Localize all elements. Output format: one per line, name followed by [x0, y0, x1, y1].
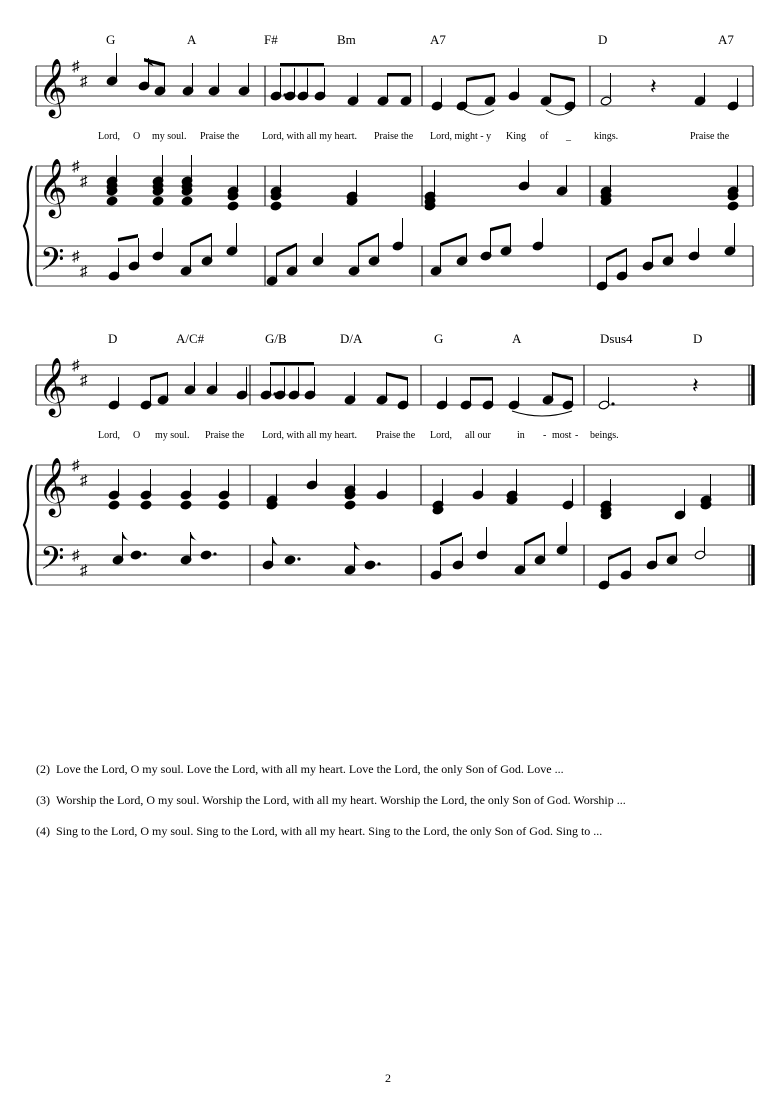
beam — [144, 58, 164, 67]
chord-symbol: A7 — [718, 32, 734, 47]
chord-symbol: D — [693, 331, 703, 346]
lyric-syllable: Praise the — [200, 131, 240, 142]
lyric-syllable: Lord, with all my heart. — [262, 430, 357, 441]
brace — [24, 465, 32, 585]
dot — [213, 552, 216, 555]
key-sharp: ♯ — [80, 264, 88, 280]
verse-3 — [36, 793, 626, 808]
lyric-syllable: - — [543, 430, 547, 441]
chord-symbol: G — [106, 32, 116, 47]
lyric-syllable: beings. — [590, 430, 619, 441]
lyric-syllable: most — [552, 430, 572, 441]
flag — [191, 532, 199, 542]
beam — [150, 372, 167, 381]
chord-symbol: A7 — [430, 32, 446, 47]
chord-symbol: G — [434, 331, 444, 346]
verse-number: (2) — [36, 762, 50, 776]
notehead — [727, 201, 739, 211]
chord-symbol: A — [187, 32, 197, 47]
lyric-syllable: O — [133, 430, 141, 441]
lyric-syllable: King — [506, 131, 526, 142]
slur — [512, 411, 572, 416]
chord-symbol: F# — [264, 32, 278, 47]
beam — [118, 234, 138, 242]
beam — [440, 532, 462, 546]
notehead — [364, 560, 376, 570]
lyric-syllable: O — [133, 131, 141, 142]
page-number: 2 — [385, 1071, 391, 1085]
slur — [546, 110, 572, 115]
beam — [190, 233, 211, 247]
beam — [524, 532, 544, 546]
lyric-syllable: - — [575, 430, 579, 441]
lyric-syllable: Praise the — [205, 430, 245, 441]
beam — [490, 223, 510, 232]
chord-symbol: A — [512, 331, 522, 346]
piano-treble-staff — [36, 166, 753, 206]
flag — [123, 532, 131, 542]
lyric-syllable: my soul. — [152, 131, 187, 142]
beam — [652, 233, 672, 242]
notehead — [200, 550, 212, 560]
verse-text: Love the Lord, O my soul. Love the Lord, with all my heart. Love the Lord, the only Son of God. Love ... — [56, 762, 564, 776]
treble-clef: 𝄞 — [38, 59, 68, 115]
piano-bass-staff — [36, 545, 753, 585]
key-sharp: ♯ — [72, 59, 80, 75]
verse-number: (4) — [36, 824, 50, 838]
key-sharp: ♯ — [72, 458, 80, 474]
lyric-syllable: Praise the — [376, 430, 416, 441]
system-2 — [24, 331, 753, 590]
verse-number: (3) — [36, 793, 50, 807]
key-sharp: ♯ — [72, 548, 80, 564]
key-sharp: ♯ — [80, 74, 88, 90]
beam — [280, 63, 324, 67]
quarter-rest: 𝄽 — [692, 373, 699, 398]
notehead — [270, 201, 282, 211]
lyric-syllable: Lord, might - y — [430, 131, 492, 142]
lyric-syllable: in — [517, 430, 525, 441]
bass-clef: 𝄢 — [40, 542, 65, 584]
notehead — [140, 500, 152, 510]
lyric-syllable: Lord, — [430, 430, 452, 441]
key-sharp: ♯ — [80, 473, 88, 489]
key-sharp: ♯ — [80, 174, 88, 190]
flag — [273, 537, 281, 547]
beam — [358, 233, 378, 247]
chord-symbol: D — [598, 32, 608, 47]
treble-clef: 𝄞 — [38, 458, 68, 514]
notehead — [152, 196, 164, 206]
chord-symbol: D — [108, 331, 118, 346]
key-sharp: ♯ — [72, 358, 80, 374]
chord-symbol: Bm — [337, 32, 356, 47]
slur — [464, 110, 494, 115]
notehead — [218, 500, 230, 510]
verse-4 — [36, 824, 602, 839]
beam — [466, 73, 494, 82]
notehead — [108, 500, 120, 510]
beam — [387, 73, 410, 77]
flag — [355, 542, 363, 552]
beam — [606, 248, 626, 262]
verse-text: Sing to the Lord, O my soul. Sing to the Lord, with all my heart. Sing to the Lord, the only Son of God. Sing to ... — [56, 824, 603, 838]
verse-2 — [36, 762, 564, 777]
key-sharp: ♯ — [80, 563, 88, 579]
treble-clef: 𝄞 — [38, 159, 68, 215]
lyric-syllable: my soul. — [155, 430, 190, 441]
beam — [276, 243, 296, 257]
notehead — [181, 196, 193, 206]
beam — [550, 73, 574, 82]
beam — [386, 372, 407, 381]
chord-symbol: D/A — [340, 331, 363, 346]
notehead — [227, 201, 239, 211]
system-1 — [24, 32, 753, 291]
key-sharp: ♯ — [80, 373, 88, 389]
dot — [377, 562, 380, 565]
notehead — [344, 500, 356, 510]
vocal-staff — [36, 365, 753, 405]
notehead — [106, 196, 118, 206]
verse-text: Worship the Lord, O my soul. Worship the Lord, with all my heart. Worship the Lord, the only Son of God. Worship ... — [56, 793, 626, 807]
beam — [470, 377, 492, 381]
bass-clef: 𝄢 — [40, 243, 65, 285]
beam — [552, 372, 572, 381]
lyric-syllable: Praise the — [374, 131, 414, 142]
lyric-syllable: Lord, with all my heart. — [262, 131, 357, 142]
brace — [24, 166, 32, 286]
key-sharp: ♯ — [72, 249, 80, 265]
notehead — [180, 500, 192, 510]
treble-clef: 𝄞 — [38, 358, 68, 414]
lyric-syllable: kings. — [594, 131, 619, 142]
lyric-syllable: Praise the — [690, 131, 730, 142]
notehead — [130, 550, 142, 560]
quarter-rest: 𝄽 — [650, 74, 657, 99]
chord-symbol: Dsus4 — [600, 331, 633, 346]
lyric-syllable: of — [540, 131, 549, 142]
lyric-syllable: all our — [465, 430, 491, 441]
chord-symbol: G/B — [265, 331, 287, 346]
chord-symbol: A/C# — [176, 331, 205, 346]
dot — [143, 552, 146, 555]
beam — [656, 532, 676, 541]
notehead — [284, 555, 296, 565]
beam — [270, 362, 314, 366]
lyric-syllable: _ — [566, 131, 571, 142]
beam — [608, 547, 630, 561]
lyric-syllable: Lord, — [98, 430, 120, 441]
dot — [297, 557, 300, 560]
beam — [440, 233, 466, 247]
lyric-syllable: Lord, — [98, 131, 120, 142]
dot — [611, 402, 614, 405]
key-sharp: ♯ — [72, 159, 80, 175]
